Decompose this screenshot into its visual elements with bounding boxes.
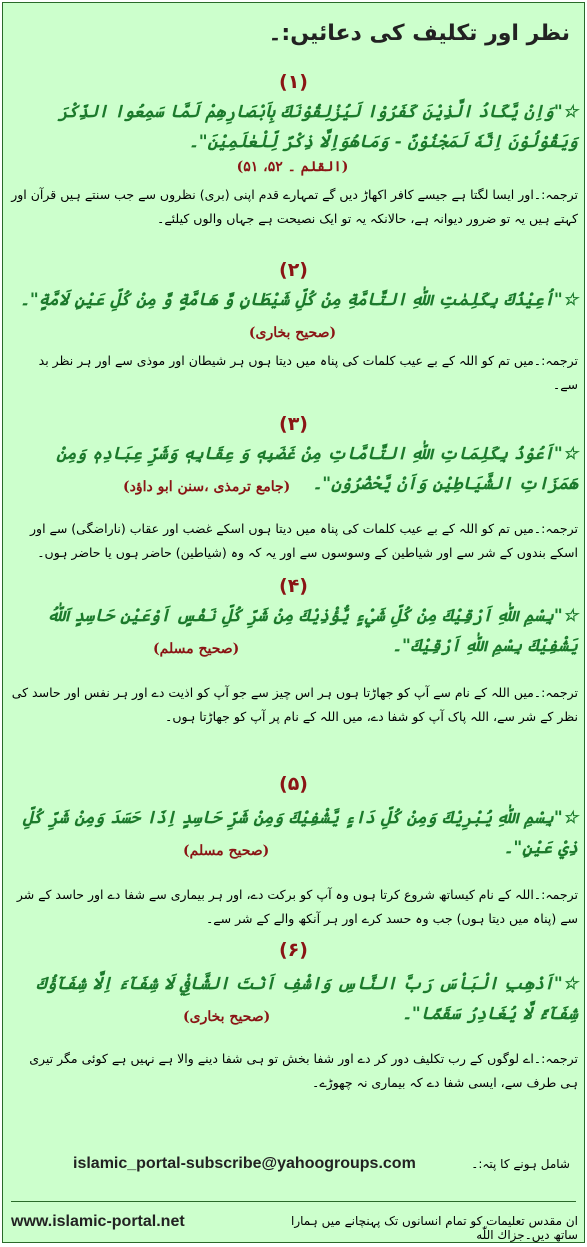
dua-reference [3,317,584,348]
dua-number: (۲) [279,259,308,281]
dua-arabic-text: ☆"بِسْمِ اللّٰهِ يُبْرِيْكَ وَمِنْ كُلِّ دَاءٍ يَّشْفِيْكَ وَمِنْ شَرِّ حَاسِدٍ اِذَا حَسَدَ وَمِنْ شَرِّ كُلِّ ذِيْ عَيْنٍ"۔ [22,808,578,858]
page-title: نظر اور تکلیف کی دعائیں:۔ [268,21,570,46]
dua-reference-text: (صحیح مسلم) [183,843,270,859]
dua-number: (۳) [279,413,308,435]
closing-text: ان مقدس تعلیمات کو تمام انسانوں تک پہنچانے میں ہمارا ساتھ دیں۔جزاك اللّٰه [291,1214,578,1242]
dua-arabic-text: ☆"اَذْهِبِ الْبَاْسَ رَبَّ النَّاسِ وَاشْفِ اَنْتَ الشَّافِيْ لَا شِفَآءَ اِلَّا شِفَآؤُكَ شِفَآءً لَّا يُغَادِرُ سَقَمًا"۔ [36,974,578,1024]
dua-reference [3,835,584,866]
dua-reference-text: (صحیح بخاری) [183,1009,271,1025]
dua-reference-text: (القلم ۔ ۵۲، ۵۱) [236,159,349,175]
subscribe-line [13,1155,574,1181]
subscribe-email-link[interactable]: islamic_portal-subscribe@yahoogroups.com [73,1155,416,1172]
dua-number: (۴) [279,575,308,597]
dua-reference-text: (صحیح مسلم) [153,641,240,657]
dua-reference-text: (صحیح بخاری) [248,325,337,341]
dua-translation: ترجمہ:۔اور ایسا لگتا ہے جیسے کافر اکھاڑ دیں گے تمہارے قدم اپنی (بری) نظروں سے جب سنتے ہیں قرآن اور کہتے ہیں یہ تو ضرور دیوانہ ہے، حالانکہ یہ تو ایک نصیحت ہے جہاں والوں کیلئے۔ [11,187,578,226]
dua-translation: ترجمہ:۔میں اللہ کے نام سے آپ کو جھاڑتا ہوں ہر اس چیز سے جو آپ کو اذیت دے اور ہر نفس اور حاسد کی نظر کے شر سے، اللہ پاک آپ کو شفا دے، میں اللہ کے نام پر آپ کو جھاڑتا ہوں۔ [11,685,578,724]
dua-arabic-text: ☆"اُعِيْذُكَ بِكَلِمٰتِ اللّٰهِ التَّامَّةِ مِنْ كُلِّ شَيْطَانٍ وَّ هَامَّةٍ وَّ مِنْ كُلِّ عَيْنٍ لَامَّةٍ"۔ [19,290,578,310]
dua-translation: ترجمہ:۔اے لوگوں کے رب تکلیف دور کر دے اور شفا بخش تو ہی شفا دینے والا ہے نہیں ہے کوئی مگر تیری ہی طرف سے، ایسی شفا دے کہ بیماری نہ چھوڑے۔ [29,1051,578,1090]
subscribe-label: شامل ہونے کا پتہ:۔ [471,1157,570,1171]
dua-reference-text: (جامع ترمذی ،سنن ابو داؤد) [123,479,291,495]
footer [3,1133,584,1242]
dua-arabic-text: ☆"وَاِنْ يَّكَادُ الَّذِيْنَ كَفَرُوْا لَيُزْلِقُوْنَكَ بِاَبْصَارِهِمْ لَمَّا سَمِعُوا الذِّكْرَ وَيَقُوْلُوْنَ اِنَّهٗ لَمَجْنُوْنٌ - وَمَاهُوَاِلَّا ذِكْرٌ لِّلْعٰلَمِيْنَ"۔ [58,102,578,152]
website-link[interactable]: www.islamic-portal.net [11,1213,185,1230]
dua-translation: ترجمہ:۔اللہ کے نام کیساتھ شروع کرتا ہوں وہ آپ کو برکت دے، اور ہر بیماری سے شفا دے اور حاسد کے شر سے (پناہ میں دیتا ہوں) جب وہ حسد کرے اور ہر آنکھ والے کے شر سے۔ [16,887,578,926]
footer-divider [11,1201,576,1202]
dua-reference [3,633,584,664]
dua-translation: ترجمہ:۔میں تم کو اللہ کے بے عیب کلمات کی پناہ میں دیتا ہوں ہر شیطان اور موذی سے اور ہر نظر بد سے۔ [38,353,578,392]
dua-page [2,2,585,1243]
dua-number: (۵) [279,773,308,795]
dua-reference [3,1001,584,1032]
dua-number: (۱) [279,71,308,93]
dua-reference [3,471,584,502]
dua-translation: ترجمہ:۔میں تم کو اللہ کے بے عیب کلمات کی پناہ میں دیتا ہوں اسکے غضب اور عقاب (ناراضگی) سے اور اسکے بندوں کے شر سے اور شیاطین کے وسوسوں سے اور یہ کہ وہ (شیاطین) حاضر ہوں یا حاضر ہوں۔ [30,521,578,560]
dua-arabic-text: ☆"اَعُوْذُ بِكَلِمَاتِ اللّٰهِ التَّامَّاتِ مِنْ غَضَبِهٖ وَ عِقَابِهٖ وَشَرِّ عِبَادِهٖ وَمِنْ هَمَزَاتِ الشَّيَاطِيْنِ وَاَنْ يَّحْضُرُوْنِ"۔ [56,444,578,494]
dua-reference [3,151,584,182]
dua-number: (۶) [279,939,308,961]
dua-arabic-text: ☆"بِسْمِ اللّٰهِ اَرْقِيْكَ مِنْ كُلِّ شَيْءٍ يُّؤْذِيْكَ مِنْ شَرِّ كُلِّ نَفْسٍ اَوْعَيْنِ حَاسِدٍ اَللّٰهُ يَشْفِيْكَ بِسْمِ اللّٰهِ اَرْقِيْكَ"۔ [48,606,578,656]
